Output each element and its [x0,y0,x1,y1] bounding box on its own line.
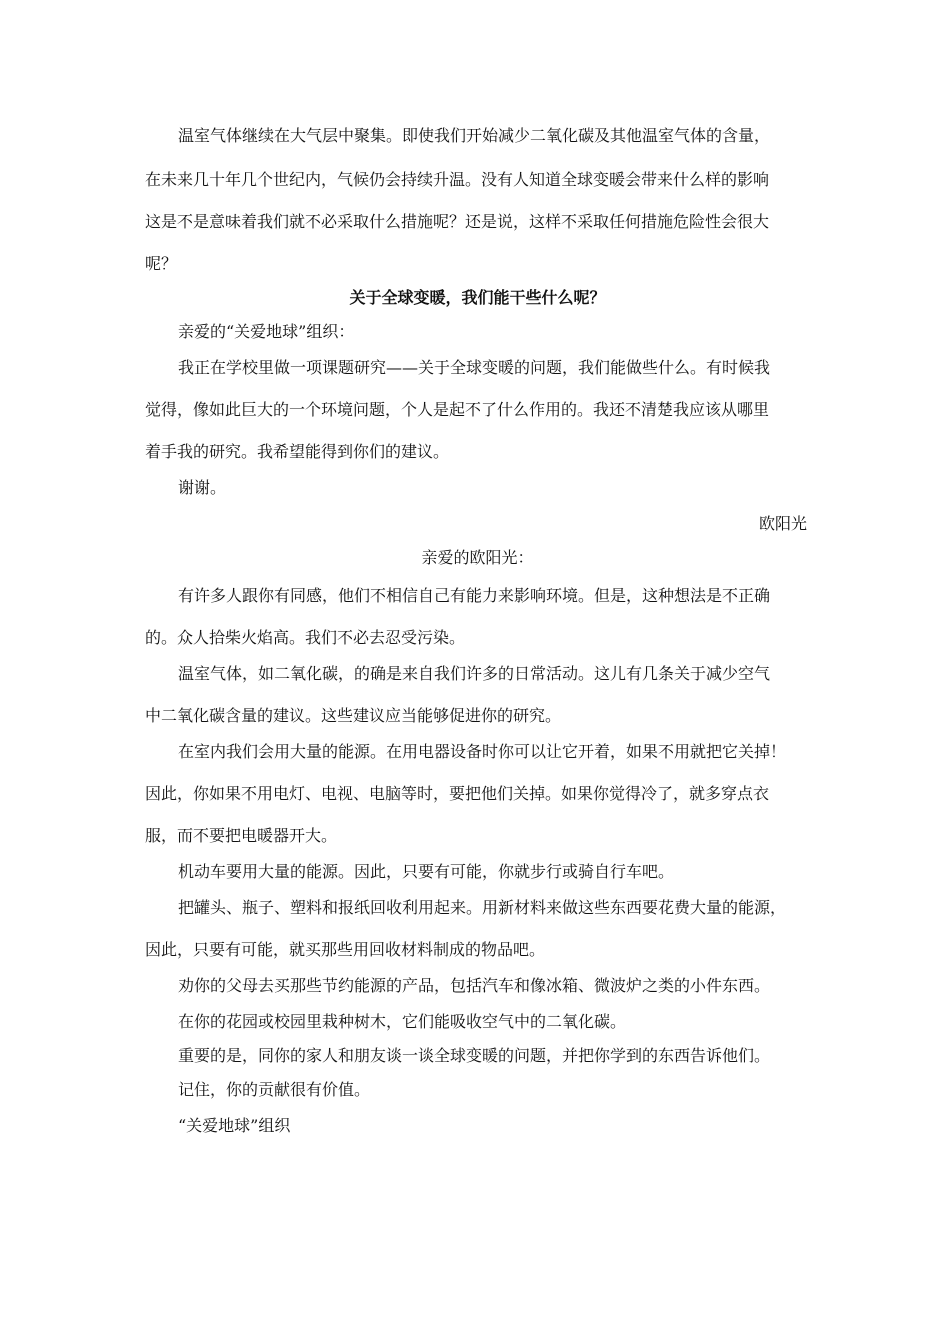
letter2-line: 把罐头、瓶子、塑料和报纸回收利用起来。用新材料来做这些东西要花费大量的能源， [178,898,787,917]
letter1-salutation: 亲爱的“关爱地球”组织： [178,322,355,341]
section-heading: 关于全球变暖，我们能干些什么呢？ [349,288,606,307]
letter2-line: 服，而不要把电暖器开大。 [145,826,338,845]
letter2-line: 有许多人跟你有同感，他们不相信自己有能力来影响环境。但是，这种想法是不正确 [178,586,771,605]
letter2-line: 机动车要用大量的能源。因此，只要有可能，你就步行或骑自行车吧。 [178,862,675,881]
letter1-line: 我正在学校里做一项课题研究——关于全球变暖的问题，我们能做些什么。有时候我 [178,358,771,377]
article-line: 这是不是意味着我们就不必采取什么措施呢？还是说，这样不采取任何措施危险性会很大 [145,212,770,231]
letter2-line: 中二氧化碳含量的建议。这些建议应当能够促进你的研究。 [145,706,562,725]
letter1-line: 着手我的研究。我希望能得到你们的建议。 [145,442,450,461]
letter2-line: 重要的是，同你的家人和朋友谈一谈全球变暖的问题，并把你学到的东西告诉他们。 [178,1046,771,1065]
letter2-line: 温室气体，如二氧化碳，的确是来自我们许多的日常活动。这儿有几条关于减少空气 [178,664,771,683]
article-line: 呢？ [145,254,178,273]
letter2-line: 的。众人拾柴火焰高。我们不必去忍受污染。 [145,628,466,647]
letter2-line: 在室内我们会用大量的能源。在用电器设备时你可以让它开着，如果不用就把它关掉！ [178,742,787,761]
letter2-salutation: 亲爱的欧阳光： [421,548,534,567]
article-line: 在未来几十年几个世纪内，气候仍会持续升温。没有人知道全球变暖会带来什么样的影响 [145,170,770,189]
letter1-thanks: 谢谢。 [178,478,227,497]
letter2-line: 在你的花园或校园里栽种树木，它们能吸收空气中的二氧化碳。 [178,1012,627,1031]
letter2-line: 因此，你如果不用电灯、电视、电脑等时，要把他们关掉。如果你觉得冷了，就多穿点衣 [145,784,770,803]
letter1-signature: 欧阳光 [758,514,807,533]
letter2-line: 记住，你的贡献很有价值。 [178,1080,371,1099]
letter2-line: 因此，只要有可能，就买那些用回收材料制成的物品吧。 [145,940,546,959]
letter1-line: 觉得，像如此巨大的一个环境问题，个人是起不了什么作用的。我还不清楚我应该从哪里 [145,400,770,419]
letter2-line: 劝你的父母去买那些节约能源的产品，包括汽车和像冰箱、微波炉之类的小件东西。 [178,976,771,995]
letter2-signature: “关爱地球”组织 [178,1116,291,1135]
article-line: 温室气体继续在大气层中聚集。即使我们开始减少二氧化碳及其他温室气体的含量， [178,126,771,145]
